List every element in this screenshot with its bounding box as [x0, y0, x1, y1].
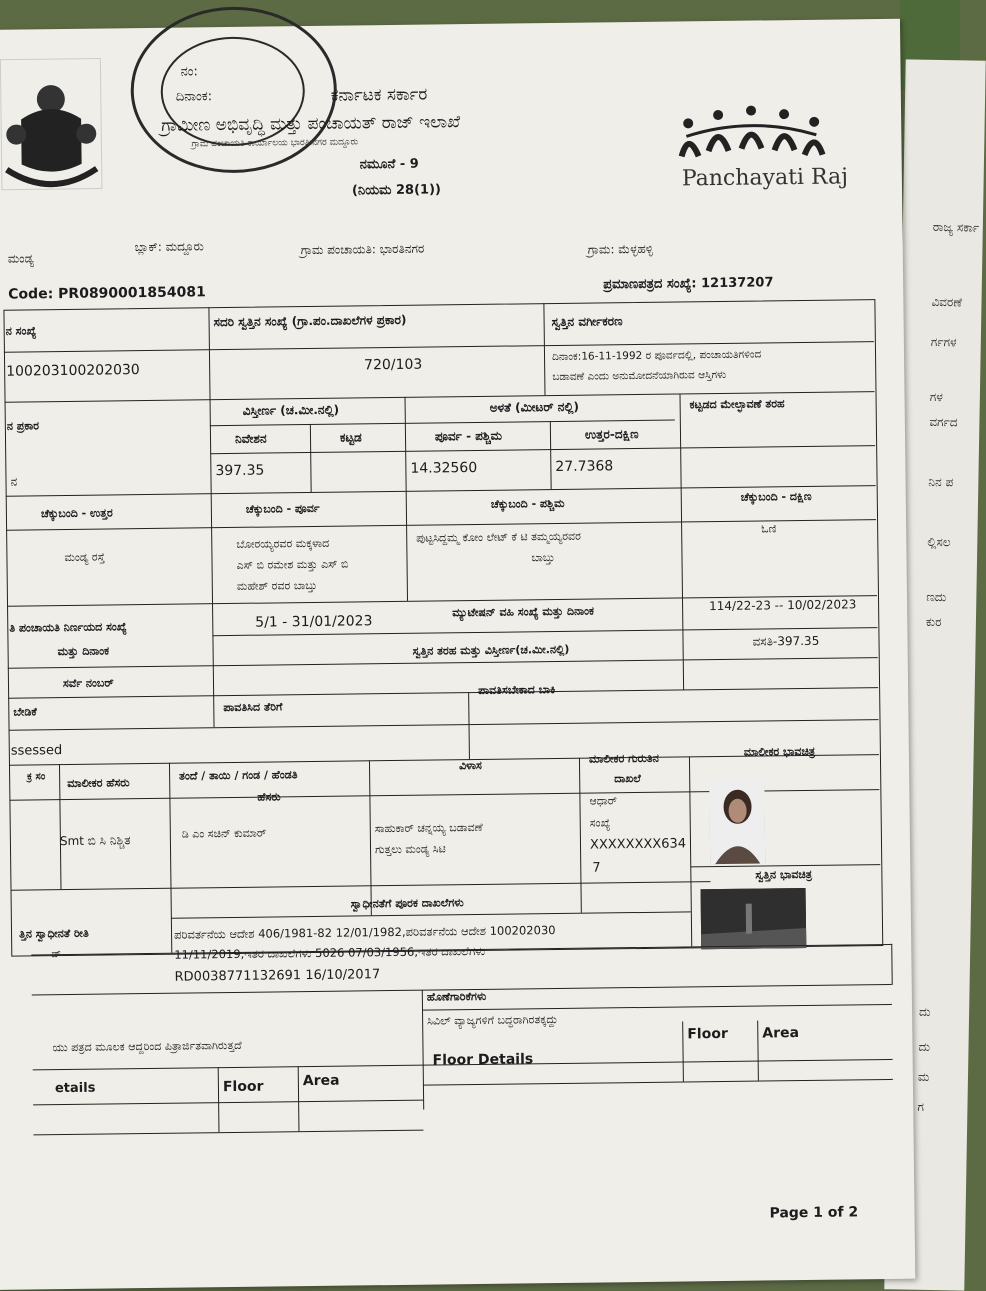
owner-photo-label: ಮಾಲೀಕರ ಭಾವಚಿತ್ರ	[743, 744, 816, 759]
relation-label-2: ಹೆಸರು	[257, 790, 281, 804]
floor-details-right-label: Floor Details	[432, 1051, 534, 1069]
area-col-left: Area	[302, 1072, 340, 1090]
supporting-doc-line-2: 11/11/2019,ಇತರ ದಾಖಲೆಗಳು 5026 07/03/1956,ಇತರ ದಾಖಲೆಗಳು	[174, 943, 486, 962]
side-text: ದು	[918, 1039, 931, 1054]
tax-paid-label: ಪಾವತಿಸಿದ ತೆರಿಗೆ	[223, 700, 283, 715]
certificate-number: ಪ್ರಮಾಣಪತ್ರದ ಸಂಖ್ಯೆ: 12137207	[603, 275, 774, 293]
stamp-text: ಗ್ರಾಮ ಪಂಚಾಯತಿ ಕಾರ್ಯಾಲಯ ಭಾರತೀನಗರ ಮದ್ದೂರು	[191, 137, 359, 150]
col-divider	[682, 1021, 684, 1081]
relation-label-1: ತಂದೆ / ತಾಯಿ / ಗಂಡ / ಹೆಂಡತಿ	[179, 768, 298, 783]
property-code: Code: PR0890001854081	[8, 284, 206, 303]
id-number-value-2: 7	[592, 860, 601, 876]
east-boundary-value-2: ಎಸ್ ಬಿ ರಮೇಶ ಮತ್ತು ಎಸ್ ಬಿ	[236, 557, 349, 572]
liabilities-value: ಸಿವಿಲ್ ವ್ಯಾಜ್ಯಗಳಿಗೆ ಬದ್ಧರಾಗಿರತಕ್ಕದ್ದು	[427, 1013, 558, 1028]
stamp-date: ದಿನಾಂಕ:	[175, 89, 213, 105]
certificate-page	[0, 19, 915, 1290]
dimension-label: ಅಳತೆ (ಮೀಟರ್ ನಲ್ಲಿ)	[489, 399, 580, 415]
site-area-value: 397.35	[215, 462, 265, 480]
address-value-1: ಸಾಹುಕಾರ್ ಚನ್ನಯ್ಯ ಬಡಾವಣೆ	[374, 820, 483, 836]
side-text: ವಿವರಣೆ	[931, 294, 963, 310]
address-label: ವಿಳಾಸ	[458, 758, 482, 773]
side-text: ಗ	[917, 1099, 925, 1114]
id-number-value-1: XXXXXXXX634	[589, 836, 687, 853]
side-text: ಣದು	[926, 589, 947, 605]
liabilities-label: ಹೊಣೆಗಾರಿಕೆಗಳು	[426, 989, 487, 1004]
property-photo	[701, 888, 807, 949]
mutation-label: ಮ್ಯುಟೇಷನ್ ವಹಿ ಸಂಖ್ಯೆ ಮತ್ತು ದಿನಾಂಕ	[452, 604, 594, 620]
village: ಗ್ರಾಮ: ಮೆಳ್ಳಹಳ್ಳಿ	[587, 241, 654, 257]
mutation-value: 114/22-23 -- 10/02/2023	[709, 597, 857, 614]
north-boundary-value: ಮಂಡ್ಯ ರಸ್ತೆ	[64, 550, 105, 565]
west-boundary-value-2: ಬಾಬ್ತು	[531, 551, 555, 565]
logo-text: Panchayati Raj	[681, 164, 849, 192]
row-divider	[33, 1130, 423, 1136]
east-boundary-value-3: ಮಹೇಶ್ ರವರ ಬಾಬ್ತು	[236, 578, 318, 593]
property-nature-label: ಸ್ವತ್ತಿನ ತರಹ ಮತ್ತು ವಿಸ್ತೀರ್ಣ(ಚ.ಮೀ.ನಲ್ಲಿ)	[412, 642, 570, 658]
classification-value-1: ದಿನಾಂಕ:16-11-1992 ರ ಪೂರ್ವದಲ್ಲಿ, ಪಂಚಾಯತಿಗಳಿಂದ	[551, 348, 762, 364]
survey-number-label: ಸರ್ವೆ ನಂಬರ್	[62, 676, 114, 691]
side-text: ರಾಜ್ಯ ಸರ್ಕಾ	[932, 219, 980, 235]
floor-col-right: Floor	[687, 1025, 728, 1043]
supporting-doc-line-1: ಪರಿವರ್ತನೆಯ ಆದೇಶ 406/1981-82 12/01/1982,ಪರಿವರ್ತನೆಯ ಆದೇಶ 100202030	[173, 923, 556, 942]
assessed-label: ssessed	[10, 743, 63, 759]
department-line-1: ಕರ್ನಾಟಕ ಸರ್ಕಾರ	[330, 84, 428, 106]
id-document-label-2: ದಾಖಲೆ	[614, 771, 641, 786]
area-label: ವಿಸ್ತೀರ್ಣ (ಚ.ಮೀ.ನಲ್ಲಿ)	[242, 402, 340, 418]
property-photo-label: ಸ್ವತ್ತಿನ ಭಾವಚಿತ್ರ	[755, 867, 813, 882]
side-text: ವರ್ಗದ	[929, 414, 958, 430]
resolution-label-1: ತಿ ಪಂಚಾಯತಿ ನಿರ್ಣಯದ ಸಂಖ್ಯೆ	[9, 620, 127, 635]
taluk: ಬ್ಲಾಕ್: ಮದ್ದೂರು	[134, 239, 204, 255]
id-type-2: ಸಂಖ್ಯೆ	[589, 816, 611, 830]
owner-photo	[709, 778, 765, 864]
property-id-value: 100203100202030	[6, 362, 140, 380]
east-boundary-value-1: ಬೋರಯ್ಯರವರ ಮಕ್ಕಳಾದ	[236, 536, 330, 551]
south-boundary-label: ಚೆಕ್ಕುಬಂದಿ - ದಕ್ಷಿಣ	[740, 489, 812, 504]
col-divider	[422, 990, 424, 1110]
classification-label: ಸ್ವತ್ತಿನ ವರ್ಗೀಕರಣ	[551, 314, 623, 330]
west-boundary-value-1: ಪುಟ್ಟಸಿದ್ದಮ್ಮ ಕೋಂ ಲೇಟ್ ಕೆ ಟಿ ತಮ್ಮಯ್ಯರವರ	[416, 529, 581, 545]
property-type-value: ನ	[10, 474, 18, 489]
side-text: ದು	[918, 1004, 931, 1019]
row-divider	[423, 1079, 893, 1086]
person-icon	[709, 778, 765, 864]
department-line-2: ಗ್ರಾಮೀಣ ಅಭಿವೃದ್ಧಿ ಮತ್ತು ಪಂಚಾಯತ್ ರಾಜ್ ಇಲಾಖೆ	[161, 112, 461, 136]
property-id-label: ನ ಸಂಖ್ಯೆ	[5, 324, 37, 338]
east-west-value: 14.32560	[410, 459, 478, 477]
gram-panchayat: ಗ್ರಾಮ ಪಂಚಾಯತಿ: ಭಾರತಿನಗರ	[300, 241, 425, 258]
property-type-label: ನ ಪ್ರಕಾರ	[6, 419, 40, 433]
owner-name-value: Smt ಬಿ ಸಿ ನಿಶ್ಚಿತ	[59, 833, 131, 849]
row-divider	[33, 1100, 423, 1106]
side-text: ಲ್ಲಿಸಲ	[927, 534, 951, 550]
col-divider	[757, 1021, 759, 1081]
supporting-docs-label: ಸ್ವಾಧೀನತೆಗೆ ಪೂರಕ ದಾಖಲೆಗಳು	[350, 896, 464, 911]
supporting-doc-line-3: RD0038771132691 16/10/2017	[174, 967, 381, 985]
building-label: ಕಟ್ಟಡ	[339, 430, 362, 445]
south-boundary-value: ಓಣಿ	[761, 522, 777, 536]
north-boundary-label: ಚೆಕ್ಕುಬಂದಿ - ಉತ್ತರ	[40, 506, 113, 521]
rule-number: (ನಿಯಮ 28(1))	[351, 182, 442, 199]
north-south-label: ಉತ್ತರ-ದಕ್ಷಿಣ	[584, 426, 639, 442]
karnataka-emblem-icon	[0, 59, 102, 190]
owner-serial-label: ಕ್ರ ಸಂ	[27, 771, 46, 783]
west-boundary-label: ಚೆಕ್ಕುಬಂದಿ - ಪಶ್ಚಿಮ	[490, 496, 565, 511]
classification-value-2: ಬಡಾವಣೆ ಎಂದು ಅನುಮೋದನೆಯಾಗಿರುವ ಆಸ್ತಿಗಳು	[552, 368, 727, 384]
demand-label: ಬೇಡಿಕೆ	[13, 705, 37, 719]
id-document-label-1: ಮಾಲೀಕರ ಗುರುತಿನ	[588, 751, 659, 766]
side-text: ಮ	[917, 1069, 930, 1084]
old-number-value: 720/103	[364, 356, 423, 374]
site-label: ನಿವೇಶನ	[234, 431, 267, 446]
ownership-mode-label: ತ್ತಿನ ಸ್ವಾಧೀನತೆ ರೀತಿ	[18, 926, 89, 941]
tax-due-label: ಪಾವತಿಸಬೇಕಾದ ಬಾಕಿ	[478, 683, 556, 697]
page-number: Page 1 of 2	[769, 1204, 859, 1222]
left-fragment: ಡ್	[51, 949, 61, 961]
relation-value: ಡಿ ಎಂ ಸಚಿನ್ ಕುಮಾರ್	[181, 826, 267, 841]
side-text: ಕುರ	[925, 614, 942, 630]
east-boundary-label: ಚೆಕ್ಕುಬಂದಿ - ಪೂರ್ವ	[245, 501, 320, 516]
side-text: ರ್ಗಗಳ	[930, 334, 957, 350]
roof-label: ಕಟ್ಟಡದ ಮೇಲ್ಛಾವಣೆ ತರಹ	[689, 397, 785, 412]
stamp-no: ನಂ:	[180, 64, 198, 80]
floor-details-left-label: etails	[54, 1080, 96, 1097]
north-south-value: 27.7368	[555, 458, 614, 476]
row-divider	[422, 1004, 892, 1011]
address-value-2: ಗುತ್ತಲು ಮಂಡ್ಯ ಸಿಟಿ	[374, 842, 446, 857]
property-image-icon	[701, 888, 807, 949]
panchayati-raj-logo-icon	[676, 100, 827, 162]
side-text: ನಿನ ಪ	[928, 474, 954, 490]
owner-name-label: ಮಾಲೀಕರ ಹೆಸರು	[67, 776, 130, 790]
floor-col-left: Floor	[222, 1078, 264, 1096]
resolution-value: 5/1 - 31/01/2023	[255, 613, 373, 631]
inheritance-text: ಯು ಪತ್ರದ ಮೂಲಕ ಆದ್ದರಿಂದ ಪಿತ್ರಾರ್ಜಿತವಾಗಿರುತ್ತದೆ	[52, 1038, 242, 1055]
resolution-label-2: ಮತ್ತು ದಿನಾಂಕ	[57, 644, 110, 659]
col-divider	[298, 1066, 300, 1131]
old-number-label: ಸದರಿ ಸ್ವತ್ತಿನ ಸಂಖ್ಯೆ (ಗ್ರಾ.ಪಂ.ದಾಖಲೆಗಳ ಪ್ರಕಾರ)	[213, 312, 407, 330]
col-divider	[218, 1067, 220, 1132]
id-type-1: ಆಧಾರ್	[589, 794, 618, 808]
side-text: ಗಳ	[929, 389, 943, 405]
district: ಮಂಡ್ಯ	[7, 251, 34, 266]
property-nature-value: ವಸತಿ-397.35	[752, 633, 820, 649]
area-col-right: Area	[762, 1025, 800, 1042]
form-number: ನಮೂನೆ - 9	[359, 156, 419, 173]
east-west-label: ಪೂರ್ವ - ಪಶ್ಚಿಮ	[434, 428, 503, 444]
